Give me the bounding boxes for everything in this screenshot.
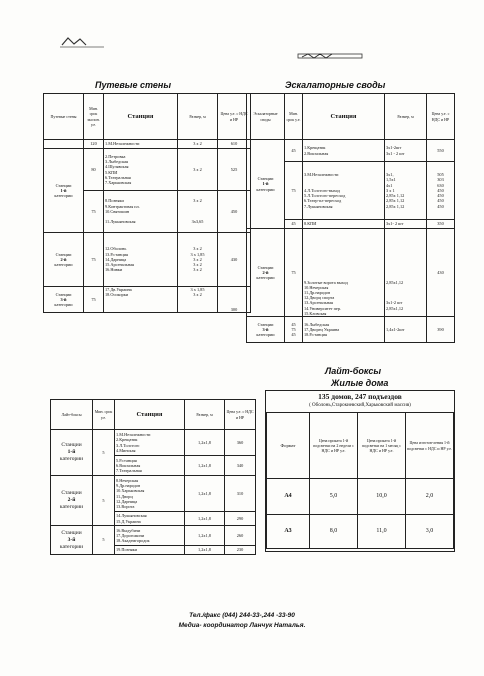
col-header-category: Лайт-боксы [51,400,93,430]
station-list: 14.Лукьяновская 15.Д.Украина [115,512,185,526]
minterm-value: 75 [285,229,303,317]
price-value: 360 [225,430,256,456]
price-list: 505 303 630 450 450 450 450 [427,162,455,220]
price-value: 450 [218,191,251,233]
station-list: 2.Петровка 3.Лыбедская 4.Шулявская 5.КПИ 6.Театральная 7.Харьковская [104,149,178,191]
size-value: 1,2x1,8 [185,476,225,512]
title-residential: Жилые дома [331,378,389,388]
category-2-cell: Станции 2-й категории [247,229,285,317]
station-list: 8.Нечерская 9.Др.народов 10.Харьковская 11.Дворц 12.Дарница 13.Ворота [115,476,185,512]
station-list: 8.Позняки 9.Контрактовая пл. 10.Святошин 11.Лукьяновская [104,191,178,233]
price-value: 525 [218,149,251,191]
station-name: 1.М.Незалежности [105,141,140,147]
minterm-value: 75 [84,191,104,233]
col-header-station: Станция [104,94,178,140]
footer-phone: Тел./факс (044) 244-33-,244 -33-90 [189,612,295,619]
category-3-cell: Станции 3-й категории [247,317,285,343]
size-list: 3 x 2 3 x 1,85 3 x 2 3 x 2 3 x 2 [178,233,218,287]
minterm-value: 5 [93,476,115,526]
station-list: 1.М.Незалежности 2.Крещатик 3.Л.Толстого 4.Минская [115,430,185,456]
residential-subtitle: 135 домов, 247 подъездов [318,392,402,401]
escalator-vaults-table [246,93,455,343]
size-value: 1,2x1,8 [185,512,225,526]
format-value: А4 [267,479,310,515]
category-2-cell: Станции 2-й категории [51,476,93,526]
col-header-station: Станция [303,94,385,140]
price-2weeks-value: 8,0 [310,515,358,549]
station-list: 5.Р.станция 6.Вокзальная 7.Театральная [115,456,185,476]
price-value: 350 [427,220,455,229]
station-list: 16.Выдубичи 17.Дорогожичи 18.Академгородок [115,526,185,546]
minterm-value: 45 [285,220,303,229]
minterm-value: 75 [84,287,104,313]
col-header-format: Формат [267,413,310,479]
col-header-size: Размер, м [178,94,218,140]
size-list: 3x1-2шт 3x1 - 2 шт [385,140,427,162]
price-value: 230 [225,546,256,555]
price-2weeks-value: 5,0 [310,479,358,515]
col-header-price-1month: Цена проката 1-й подсветки на 1 месяц с НДС и НР у.е. [358,413,406,479]
size-value: 1,4x1-2шт [385,317,427,343]
price-value: 550 [427,140,455,162]
size-value: 3 x 2 [178,149,218,191]
format-value: А3 [267,515,310,549]
price-value: 430 [218,233,251,287]
size-value: 1,2x1,8 [185,546,225,555]
station-name: 8.КПИ [303,220,385,229]
station-list: 3.М.Незалежности 4.Л.Толстого-выход 5.Л.Толстого-пересход 6.Театр-пл-пересход 7.Лукьяновская [303,162,385,220]
price-value: 300 [218,287,251,313]
col-header-category: Эскалаторные своды [247,94,285,140]
category-1-cell: Станции 1-й категории [44,149,84,233]
price-value: 340 [225,456,256,476]
minterm-value: 45 [285,140,303,162]
title-escalator-vaults: Эскалаторные своды [285,80,386,90]
size-list: 3x1, 1,5x1 4x1 3 x 1 2,85x 1,12 2,85x 1,12 2,85x 1,12 [385,162,427,220]
col-header-price: Цена у.е. с НДС и НР [427,94,455,140]
station-list: 12.Оболонь 13.Р.станция 14.Дарница 15.Арсенальная 16.Нивки [104,233,178,287]
logo-left [60,35,104,49]
lightbox-metro-table [50,399,256,555]
price-1month-value: 10,0 [358,479,406,515]
size-list: 3 x 1,85 3 x 2 [178,287,218,313]
production-value: 2,0 [406,479,454,515]
category-1-cell: Станции 1-й категории [51,430,93,476]
col-header-price: Цена у.е. с НДС и НР [225,400,256,430]
col-header-price-2weeks: Цена проката 1-й подсветки на 2 недели с НДС и НР у.е. [310,413,358,479]
size-value: 1,2x1,8 [185,430,225,456]
logo-right [296,48,366,58]
col-header-minterm: Мин. срок экспон. у.е. [84,94,104,140]
title-track-walls: Путевые стены [95,80,172,90]
station-list: 16.Лыбедская 17.Дворец Украина 18.Р.станция [303,317,385,343]
residential-districts: ( Оболонь,Старокиевский,Харьковский массив) [309,403,411,408]
minterm-list: 45 75 45 [285,317,303,343]
category-3-cell: Станции 3-й категории [44,287,84,313]
category-1-cell: Станции 1-й категории [247,140,285,229]
minterm-value: 5 [93,526,115,555]
minterm-value: 75 [84,233,104,287]
price-value: 310 [225,476,256,512]
metro-wordmark-icon [296,51,366,61]
station-list: 17.Дв.Украина 18.Осокорки [104,287,178,313]
track-walls-table [43,93,251,313]
price-value: 430 [427,229,455,317]
col-header-price: Цена у.е. с НДС и НР [218,94,251,140]
price-1month-value: 11,0 [358,515,406,549]
price-value: 260 [225,526,256,546]
size-list: 2,85x1,12 3x1-2 шт 2,85x1,12 [385,229,427,317]
col-header-category: Путевые стены [44,94,84,140]
size-value: 3 x 2 [178,140,218,149]
min-price: 120 [84,140,104,149]
minterm-value: 5 [93,430,115,476]
title-lightboxes: Лайт-боксы [325,366,382,376]
station-list: 1.Крещатик 2.Вокзальная [303,140,385,162]
size-value: 3x1- 2 шт [385,220,427,229]
category-3-cell: Станции 3-й категории [51,526,93,555]
price-value: 390 [427,317,455,343]
size-value: 1,2x1,8 [185,526,225,546]
size-value: 1,2x1,8 [185,456,225,476]
station-list: 9.Золотые ворота выход 10.Нечерская 11.Др.народов 12.Дворц спорта 13.Арсенальная 14.Университет пер. 15.Кловская [303,229,385,317]
production-value: 3,0 [406,515,454,549]
minterm-value: 80 [84,149,104,191]
footer-coordinator: Медиа- координатор Ланчук Наталья. [178,622,306,629]
residential-price-table [266,412,454,549]
col-header-size: Размер, м [185,400,225,430]
col-header-production: Цена изготов-ления 1-й подсветки с НДС и НР у.е. [406,413,454,479]
col-header-size: Размер, м [385,94,427,140]
minterm-value: 75 [285,162,303,220]
size-list: 3 x 2 3x3,65 [178,191,218,233]
col-header-station: Станция [115,400,185,430]
col-header-minterm: Мин. срок у.е. [285,94,303,140]
price-value: 290 [225,512,256,526]
price-value: 610 [218,140,251,149]
metro-logo-icon [60,35,104,49]
col-header-minterm: Мин. срок у.е. [93,400,115,430]
category-2-cell: Станции 2-й категории [44,233,84,287]
station-name: 19.Позняки [115,546,185,555]
